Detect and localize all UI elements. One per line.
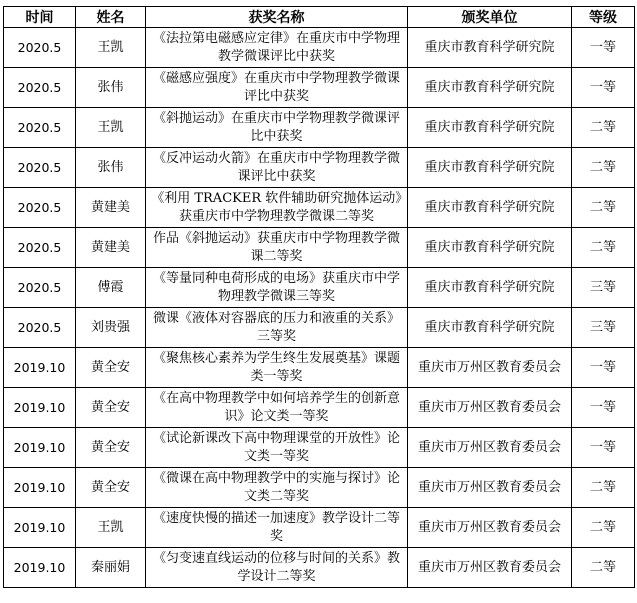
cell-org: 重庆市教育科学研究院 (408, 228, 572, 268)
cell-name: 王凯 (76, 28, 146, 68)
table-row (4, 468, 635, 508)
cell-org: 重庆市教育科学研究院 (408, 68, 572, 108)
table-row (4, 428, 635, 468)
header-time: 时间 (4, 7, 76, 28)
cell-org: 重庆市万州区教育委员会 (408, 388, 572, 428)
cell-time: 2019.10 (4, 468, 76, 508)
cell-grade: 二等 (572, 508, 635, 548)
cell-org: 重庆市万州区教育委员会 (408, 508, 572, 548)
cell-time: 2020.5 (4, 188, 76, 228)
cell-name: 王凯 (76, 508, 146, 548)
cell-grade: 一等 (572, 428, 635, 468)
cell-org: 重庆市万州区教育委员会 (408, 428, 572, 468)
cell-time: 2020.5 (4, 148, 76, 188)
cell-award: 《试论新课改下高中物理课堂的开放性》论文类一等奖 (146, 428, 408, 468)
cell-time: 2020.5 (4, 28, 76, 68)
table-row (4, 508, 635, 548)
cell-grade: 一等 (572, 388, 635, 428)
cell-time: 2019.10 (4, 548, 76, 588)
cell-org: 重庆市教育科学研究院 (408, 148, 572, 188)
cell-award: 《匀变速直线运动的位移与时间的关系》教学设计二等奖 (146, 548, 408, 588)
cell-name: 秦丽娟 (76, 548, 146, 588)
cell-time: 2020.5 (4, 268, 76, 308)
cell-grade: 二等 (572, 228, 635, 268)
cell-award: 《法拉第电磁感应定律》在重庆市中学物理教学微课评比中获奖 (146, 28, 408, 68)
header-row (4, 7, 635, 28)
cell-time: 2020.5 (4, 68, 76, 108)
cell-award: 《聚焦核心素养为学生终生发展奠基》课题类一等奖 (146, 348, 408, 388)
cell-award: 《磁感应强度》在重庆市中学物理教学微课评比中获奖 (146, 68, 408, 108)
cell-grade: 二等 (572, 468, 635, 508)
cell-name: 黄建美 (76, 228, 146, 268)
cell-name: 黄建美 (76, 188, 146, 228)
table-row (4, 548, 635, 588)
cell-time: 2019.10 (4, 428, 76, 468)
cell-award: 《反冲运动火箭》在重庆市中学物理教学微课评比中获奖 (146, 148, 408, 188)
cell-award: 《速度快慢的描述一加速度》教学设计二等奖 (146, 508, 408, 548)
table-row (4, 148, 635, 188)
cell-name: 黄全安 (76, 388, 146, 428)
cell-name: 刘贵强 (76, 308, 146, 348)
cell-grade: 二等 (572, 148, 635, 188)
cell-time: 2019.10 (4, 508, 76, 548)
cell-grade: 二等 (572, 108, 635, 148)
cell-time: 2020.5 (4, 308, 76, 348)
cell-name: 王凯 (76, 108, 146, 148)
cell-award: 《利用 TRACKER 软件辅助研究抛体运动》获重庆市中学物理教学微课二等奖 (146, 188, 408, 228)
table-row (4, 68, 635, 108)
cell-org: 重庆市万州区教育委员会 (408, 548, 572, 588)
table-row (4, 348, 635, 388)
table-row (4, 268, 635, 308)
header-grade: 等级 (572, 7, 635, 28)
table-row (4, 188, 635, 228)
cell-org: 重庆市万州区教育委员会 (408, 348, 572, 388)
cell-award: 作品《斜抛运动》获重庆市中学物理教学微课二等奖 (146, 228, 408, 268)
cell-name: 张伟 (76, 148, 146, 188)
table-row (4, 28, 635, 68)
cell-org: 重庆市教育科学研究院 (408, 308, 572, 348)
table-row (4, 308, 635, 348)
table-row (4, 388, 635, 428)
cell-grade: 一等 (572, 348, 635, 388)
cell-org: 重庆市教育科学研究院 (408, 28, 572, 68)
cell-grade: 二等 (572, 188, 635, 228)
cell-org: 重庆市教育科学研究院 (408, 108, 572, 148)
table-row (4, 108, 635, 148)
cell-time: 2020.5 (4, 228, 76, 268)
cell-award: 《在高中物理教学中如何培养学生的创新意识》论文类一等奖 (146, 388, 408, 428)
awards-table (3, 6, 635, 588)
cell-award: 《等量同种电荷形成的电场》获重庆市中学物理教学微课三等奖 (146, 268, 408, 308)
cell-time: 2019.10 (4, 348, 76, 388)
cell-name: 黄全安 (76, 428, 146, 468)
header-award: 获奖名称 (146, 7, 408, 28)
cell-award: 《斜抛运动》在重庆市中学物理教学微课评比中获奖 (146, 108, 408, 148)
cell-name: 黄全安 (76, 348, 146, 388)
cell-grade: 三等 (572, 268, 635, 308)
table-row (4, 228, 635, 268)
table-body (4, 28, 635, 588)
cell-name: 张伟 (76, 68, 146, 108)
cell-time: 2019.10 (4, 388, 76, 428)
cell-grade: 一等 (572, 28, 635, 68)
cell-award: 《微课在高中物理教学中的实施与探讨》论文类二等奖 (146, 468, 408, 508)
cell-org: 重庆市教育科学研究院 (408, 188, 572, 228)
header-name: 姓名 (76, 7, 146, 28)
cell-name: 黄全安 (76, 468, 146, 508)
cell-name: 傅霞 (76, 268, 146, 308)
cell-org: 重庆市万州区教育委员会 (408, 468, 572, 508)
cell-org: 重庆市教育科学研究院 (408, 268, 572, 308)
cell-award: 微课《液体对容器底的压力和液重的关系》三等奖 (146, 308, 408, 348)
cell-grade: 三等 (572, 308, 635, 348)
cell-time: 2020.5 (4, 108, 76, 148)
cell-grade: 二等 (572, 548, 635, 588)
header-org: 颁奖单位 (408, 7, 572, 28)
cell-grade: 一等 (572, 68, 635, 108)
